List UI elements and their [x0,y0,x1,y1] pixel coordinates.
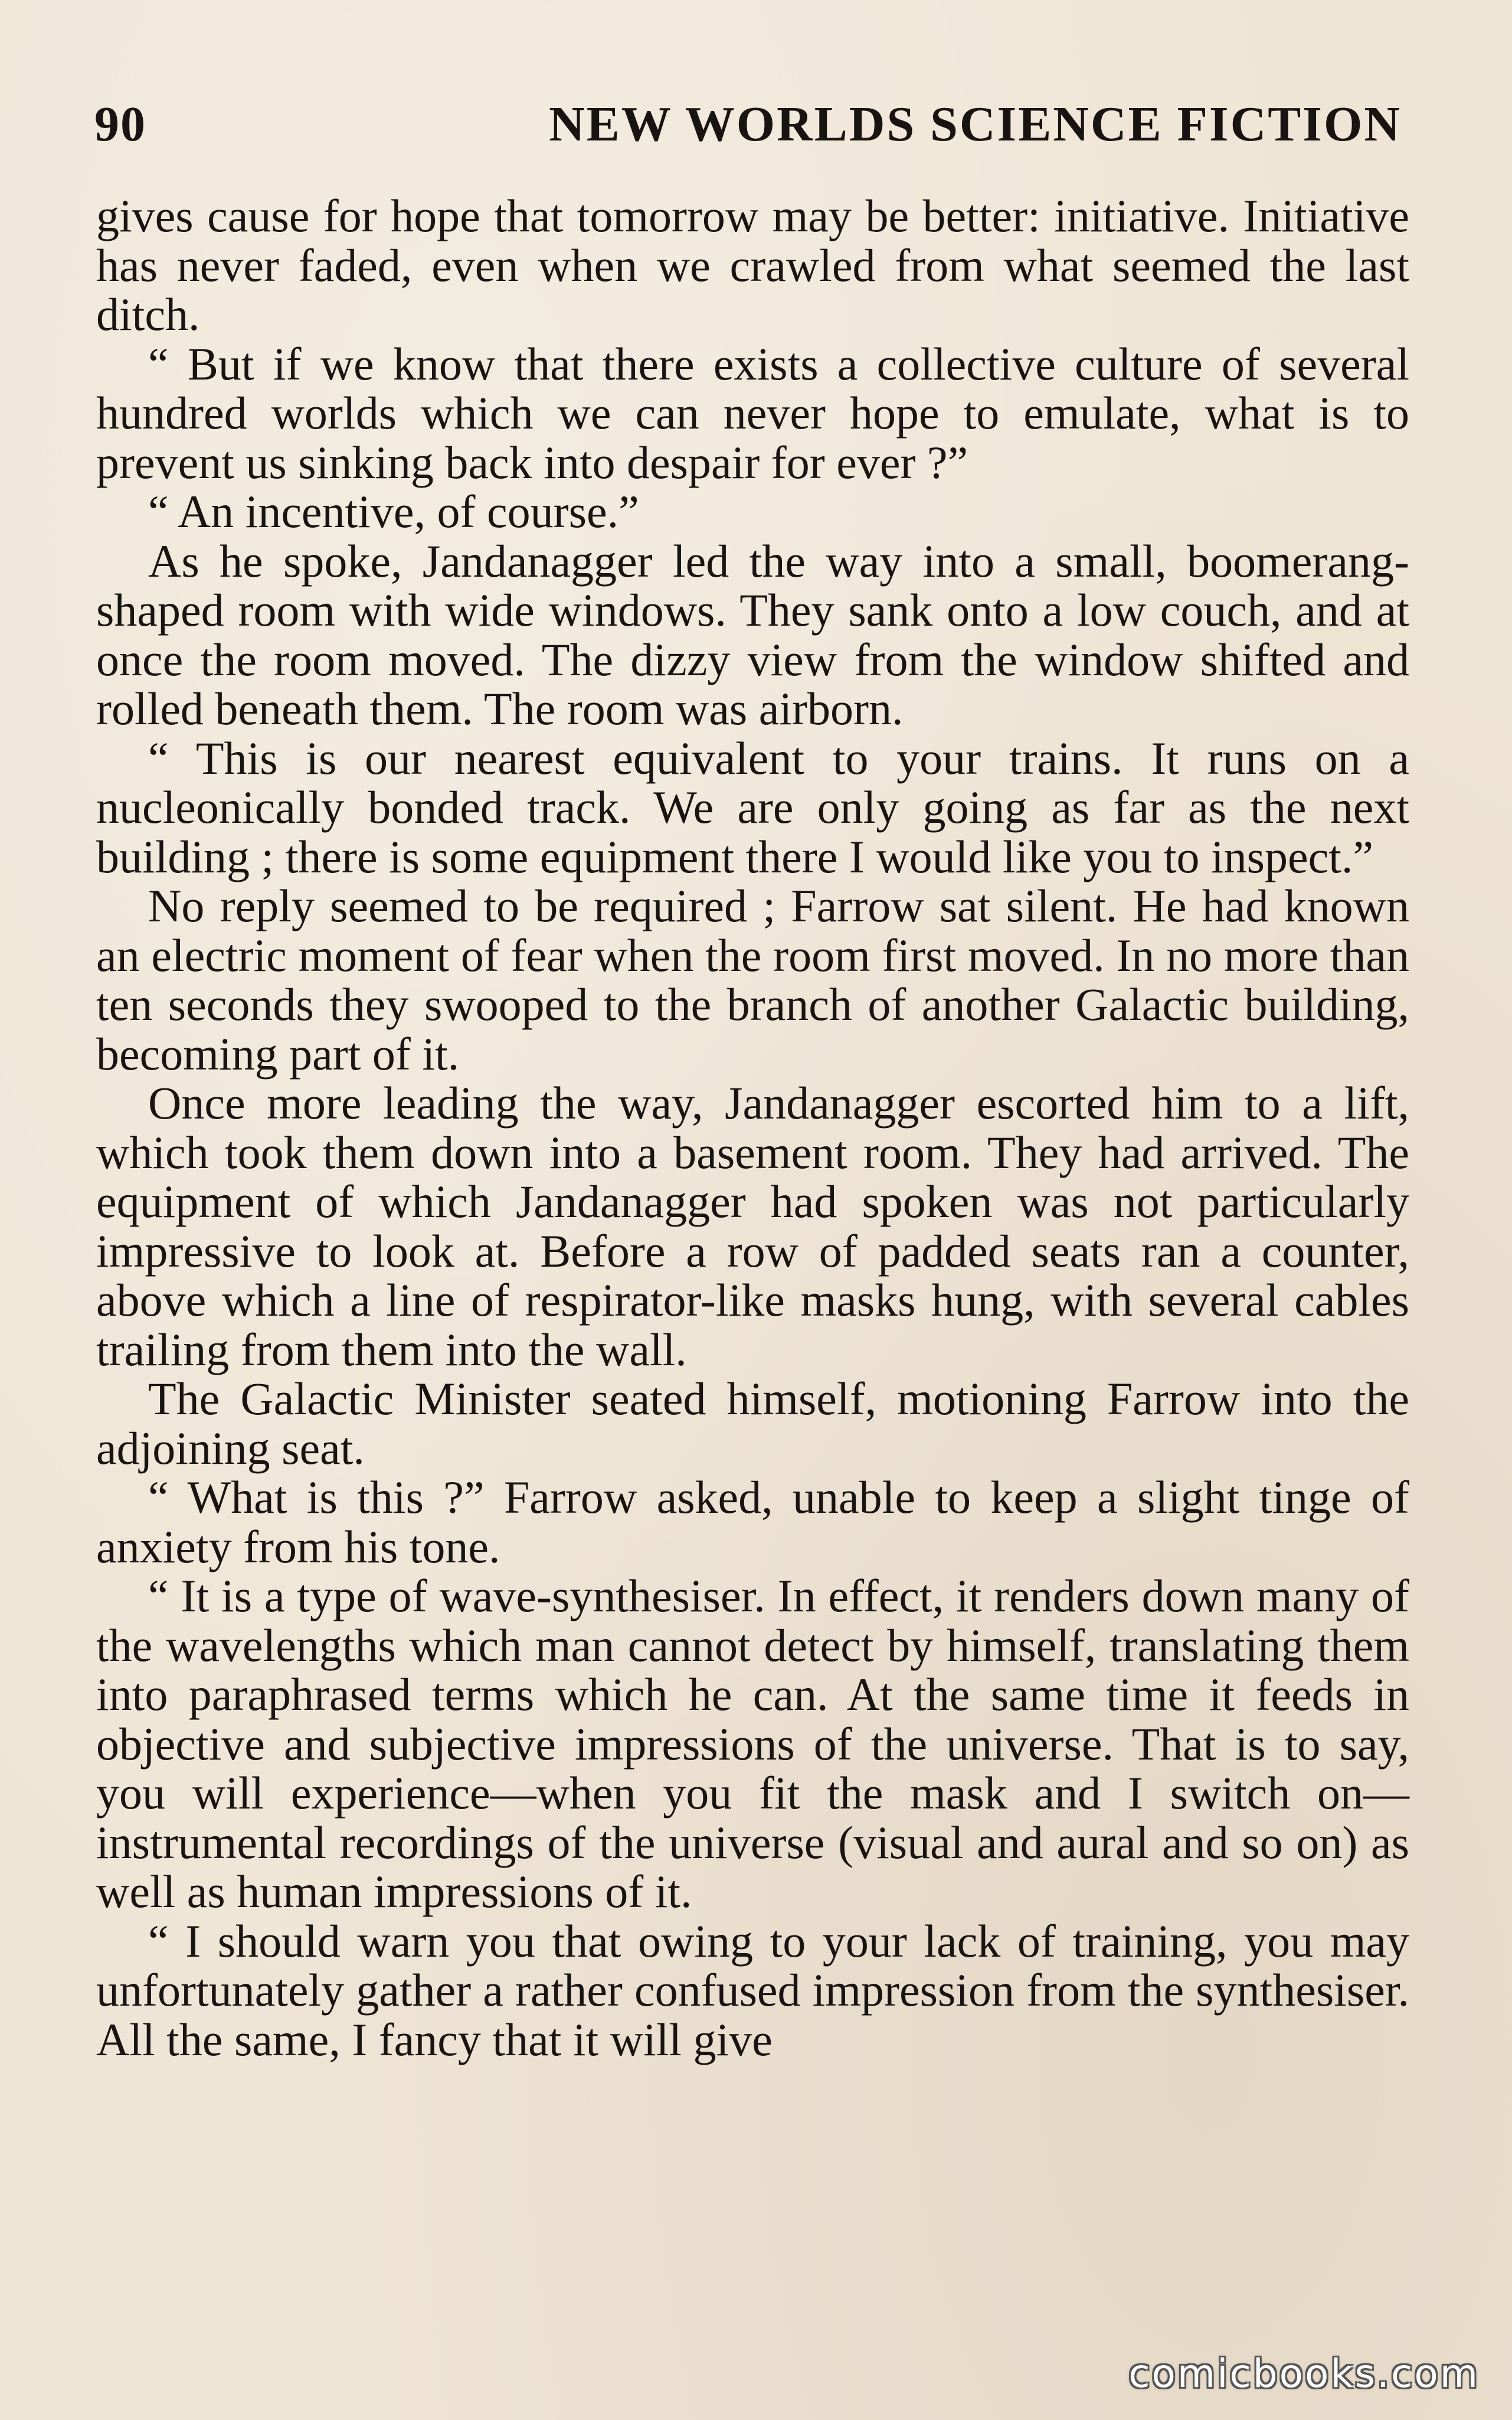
page-header [94,89,1402,159]
paragraph: “ I should warn you that owing to your lack of training, you may unfortunately gather a rather confused impression from the synthesiser. All the same, I fancy that it will give [96,1915,1409,2065]
paragraph: As he spoke, Jandanagger led the way into a small, boomerang-shaped room with wide windows. They sank onto a low couch, and at once the room moved. The dizzy view from the window shifted and rolled beneath them. The room was airborn. [96,535,1409,734]
watermark: comicbooks.com [1128,2351,1480,2396]
paragraph: “ An incentive, of course.” [148,486,639,537]
running-head: NEW WORLDS SCIENCE FICTION [549,96,1402,152]
paragraph: Once more leading the way, Jandanagger escorted him to a lift, which took them down into a basement room. They had arrived. The equipment of which Jandanagger had spoken was not particularly impressive to look at. Before a row of padded seats ran a counter, above which a line of respirator-like masks hung, with several cables trailing from them into the wall. [96,1077,1409,1375]
paragraph: The Galactic Minister seated himself, motioning Farrow into the adjoining seat. [96,1373,1409,1474]
body-text [96,191,1409,2064]
page-number: 90 [94,96,146,152]
paragraph: “ But if we know that there exists a collective culture of several hundred worlds which we can never hope to emulate, what is to prevent us sinking back into despair for ever ?” [96,338,1409,488]
paragraph: “ It is a type of wave-synthesiser. In effect, it renders down many of the wavelengths which man cannot detect by himself, translating them into paraphrased terms which he can. At the same time it feeds in objective and subjective impressions of the universe. That is to say, you will experience—when you fit the mask and I switch on—instrumental recordings of the universe (visual and aural and so on) as well as human impressions of it. [96,1570,1409,1917]
paragraph: “ This is our nearest equivalent to your trains. It runs on a nucleonically bonded track. We are only going as far as the next building ; there is some equipment there I would like you to inspect.” [96,732,1409,882]
paragraph: “ What is this ?” Farrow asked, unable to keep a slight tinge of anxiety from his tone. [96,1471,1409,1572]
paragraph: No reply seemed to be required ; Farrow sat silent. He had known an electric moment of fear when the room first moved. In no more than ten seconds they swooped to the branch of another Galactic building, becoming part of it. [96,880,1409,1080]
paragraph: gives cause for hope that tomorrow may be better: initiative. Initiative has never faded, even when we crawled from what seemed the last ditch. [96,190,1409,340]
